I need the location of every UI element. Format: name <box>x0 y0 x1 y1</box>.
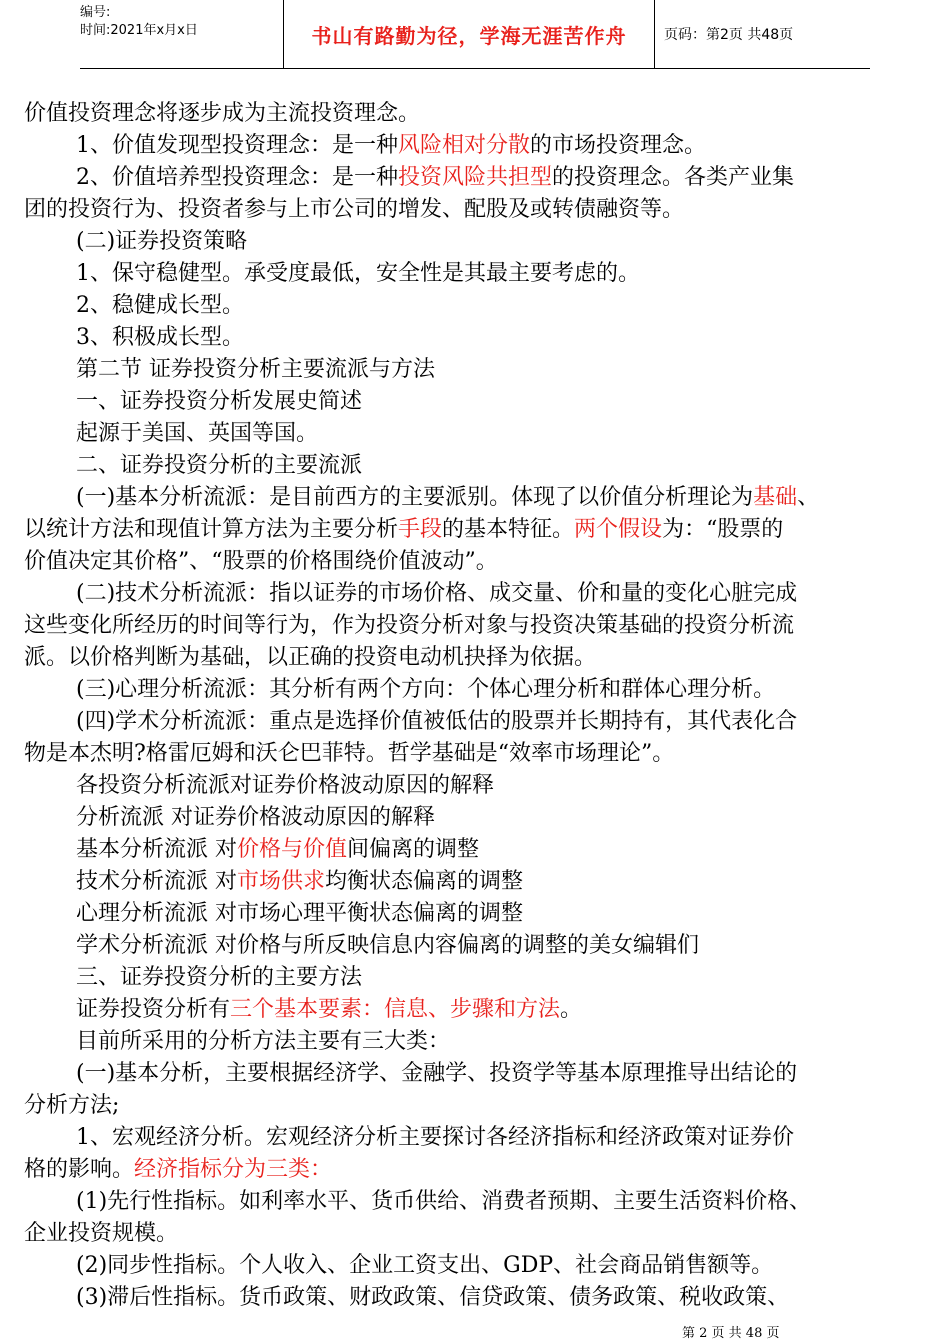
text-run: 技术分析流派 对 <box>76 869 237 894</box>
text-run: (四)学术分析流派：重点是选择价值被低估的股票并长期持有，其代表化合 <box>76 709 798 734</box>
text-line <box>24 1186 924 1218</box>
highlighted-text: 投资风险共担型 <box>398 165 553 190</box>
text-run: 的投资理念。各类产业集 <box>552 165 795 190</box>
text-run: (一)基本分析，主要根据经济学、金融学、投资学等基本原理推导出结论的 <box>76 1061 798 1086</box>
text-line <box>24 162 924 194</box>
text-run: 物是本杰明?格雷厄姆和沃仑巴菲特。哲学基础是“效率市场理论”。 <box>24 741 675 766</box>
text-line <box>24 898 924 930</box>
highlighted-text: 基础 <box>753 485 798 510</box>
text-run: (3)滞后性指标。货币政策、财政政策、信贷政策、债务政策、税收政策、 <box>76 1285 790 1310</box>
header-number-label: 编号: <box>80 5 111 20</box>
text-run: (1)先行性指标。如利率水平、货币供给、消费者预期、主要生活资料价格、 <box>76 1189 812 1214</box>
header-page-info: 页码：第2页 共48页 <box>664 27 794 43</box>
highlighted-text: 三个基本要素：信息、步骤和方法 <box>230 997 561 1022</box>
text-line <box>24 1090 924 1122</box>
highlighted-text: 市场供求 <box>237 869 326 894</box>
text-line <box>24 674 924 706</box>
text-run: 起源于美国、英国等国。 <box>76 421 319 446</box>
text-run: 1、价值发现型投资理念：是一种 <box>76 133 398 158</box>
text-run: 第二节 证券投资分析主要流派与方法 <box>76 357 435 382</box>
header-motto: 书山有路勤为径，学海无涯苦作舟 <box>283 0 655 68</box>
header-time-label: 时间:2021年x月x日 <box>80 23 198 38</box>
text-run: 三、证券投资分析的主要方法 <box>76 965 363 990</box>
text-run: 基本分析流派 对 <box>76 837 237 862</box>
text-run: 1、保守稳健型。承受度最低，安全性是其最主要考虑的。 <box>76 261 640 286</box>
text-line <box>24 738 924 770</box>
text-line <box>24 930 924 962</box>
text-line <box>24 1122 924 1154</box>
text-line <box>24 546 924 578</box>
text-run: 这些变化所经历的时间等行为，作为投资分析对象与投资决策基础的投资分析流 <box>24 613 795 638</box>
text-line <box>24 770 924 802</box>
text-line <box>24 994 924 1026</box>
text-line <box>24 1250 924 1282</box>
text-run: 间偏离的调整 <box>347 837 480 862</box>
highlighted-text: 价格与价值 <box>237 837 348 862</box>
page-footer: 第 2 页 共 48 页 <box>682 1326 780 1341</box>
text-line <box>24 418 924 450</box>
text-line <box>24 386 924 418</box>
highlighted-text: 风险相对分散 <box>398 133 531 158</box>
text-line <box>24 962 924 994</box>
text-run: 二、证券投资分析的主要流派 <box>76 453 363 478</box>
text-run: 目前所采用的分析方法主要有三大类： <box>76 1029 451 1054</box>
text-run: 的市场投资理念。 <box>530 133 707 158</box>
text-line <box>24 514 924 546</box>
text-run: 。 <box>560 997 583 1022</box>
text-line <box>24 610 924 642</box>
text-run: 心理分析流派 对市场心理平衡状态偏离的调整 <box>76 901 523 926</box>
text-run: 价值投资理念将逐步成为主流投资理念。 <box>24 101 421 126</box>
text-run: 一、证券投资分析发展史简述 <box>76 389 363 414</box>
text-run: 为：“股票的 <box>662 517 784 542</box>
text-line <box>24 354 924 386</box>
text-run: 价值决定其价格”、“股票的价格围绕价值波动”。 <box>24 549 498 574</box>
text-line <box>24 1154 924 1186</box>
text-line <box>24 642 924 674</box>
text-run: 团的投资行为、投资者参与上市公司的增发、配股及或转债融资等。 <box>24 197 685 222</box>
text-run: 3、积极成长型。 <box>76 325 244 350</box>
header-meta <box>80 0 283 72</box>
text-run: 派。以价格判断为基础，以正确的投资电动机抉择为依据。 <box>24 645 597 670</box>
text-run: 企业投资规模。 <box>24 1221 179 1246</box>
text-run: 各投资分析流派对证券价格波动原因的解释 <box>76 773 495 798</box>
text-line <box>24 130 924 162</box>
text-line <box>24 866 924 898</box>
text-run: 1、宏观经济分析。宏观经济分析主要探讨各经济指标和经济政策对证券价 <box>76 1125 794 1150</box>
text-run: 2、价值培养型投资理念：是一种 <box>76 165 398 190</box>
text-run: 均衡状态偏离的调整 <box>325 869 524 894</box>
text-line <box>24 194 924 226</box>
text-line <box>24 1058 924 1090</box>
highlighted-text: 手段 <box>398 517 443 542</box>
text-line <box>24 450 924 482</box>
text-run: (一)基本分析流派：是目前西方的主要派别。体现了以价值分析理论为 <box>76 485 754 510</box>
text-run: (二)证券投资策略 <box>76 229 248 254</box>
text-run: 格的影响。 <box>24 1157 135 1182</box>
text-line <box>24 226 924 258</box>
text-line <box>24 834 924 866</box>
text-line <box>24 482 924 514</box>
text-run: 分析方法; <box>24 1093 120 1118</box>
text-line <box>24 578 924 610</box>
text-line <box>24 706 924 738</box>
highlighted-text: 经济指标分为三类： <box>134 1157 333 1182</box>
text-line <box>24 322 924 354</box>
document-body <box>24 98 924 1314</box>
text-run: 的基本特征。 <box>442 517 575 542</box>
text-run: 证券投资分析有 <box>76 997 231 1022</box>
text-run: 分析流派 对证券价格波动原因的解释 <box>76 805 435 830</box>
text-run: 2、稳健成长型。 <box>76 293 244 318</box>
text-line <box>24 802 924 834</box>
text-line <box>24 258 924 290</box>
text-line <box>24 290 924 322</box>
text-line <box>24 1218 924 1250</box>
highlighted-text: 两个假设 <box>574 517 663 542</box>
text-line <box>24 1026 924 1058</box>
text-line <box>24 98 924 130</box>
text-run: 学术分析流派 对价格与所反映信息内容偏离的调整的美女编辑们 <box>76 933 699 958</box>
text-run: (三)心理分析流派：其分析有两个方向：个体心理分析和群体心理分析。 <box>76 677 776 702</box>
text-run: (2)同步性指标。个人收入、企业工资支出、GDP、社会商品销售额等。 <box>76 1253 774 1278</box>
text-run: (二)技术分析流派：指以证券的市场价格、成交量、价和量的变化心脏完成 <box>76 581 798 606</box>
text-run: 、 <box>797 485 820 510</box>
text-line <box>24 1282 924 1314</box>
page-header <box>80 0 870 69</box>
text-run: 以统计方法和现值计算方法为主要分析 <box>24 517 399 542</box>
